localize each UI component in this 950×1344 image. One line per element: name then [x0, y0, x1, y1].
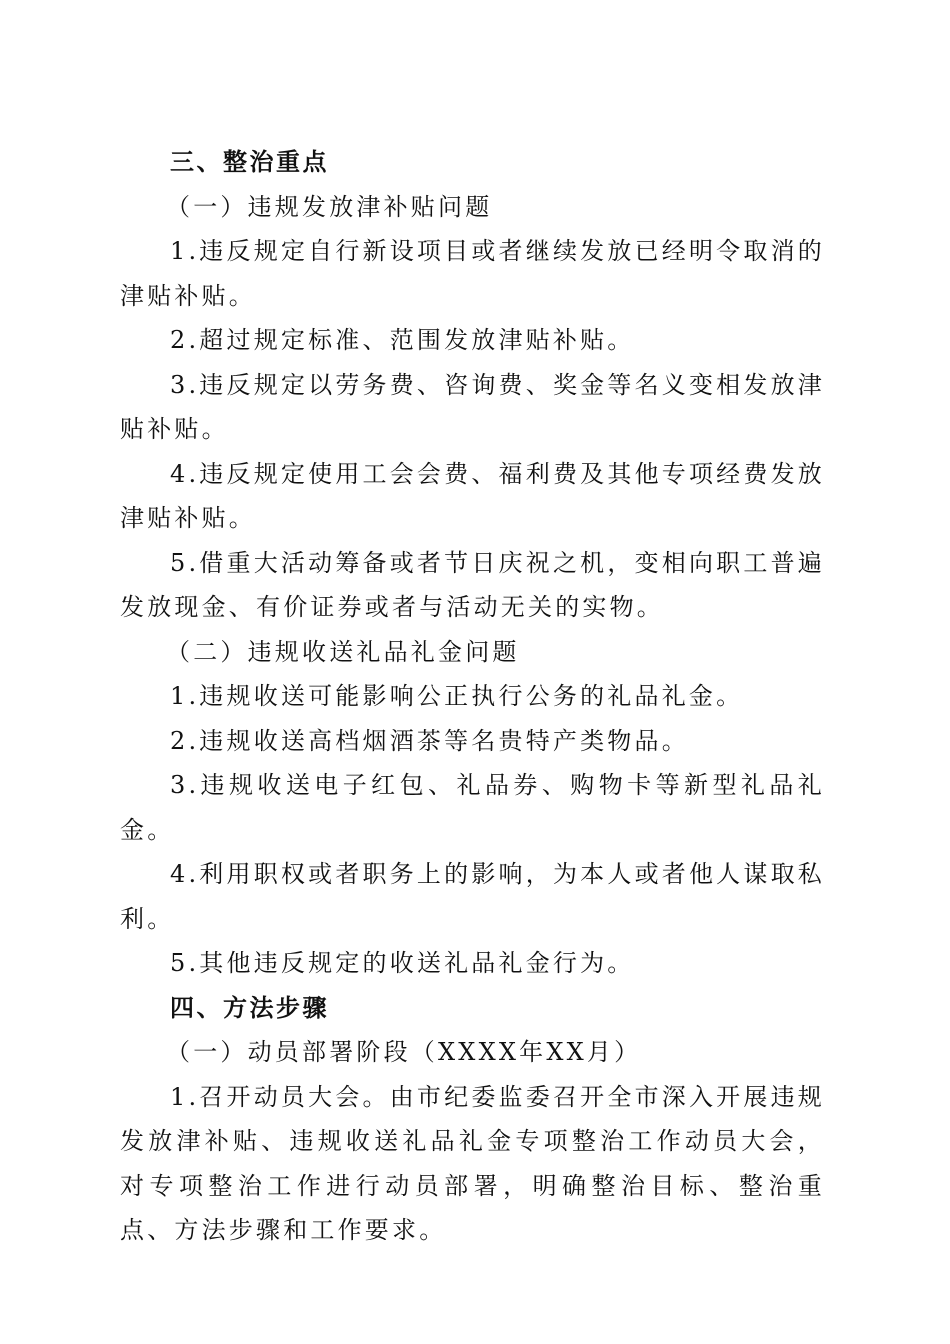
- subsection-heading-mobilization: （一）动员部署阶段（XXXX年XX月）: [166, 1038, 642, 1066]
- section-heading-steps: 四、方法步骤: [170, 993, 329, 1022]
- paragraph-item: 5.借重大活动筹备或者节日庆祝之机，变相向职工普遍发放现金、有价证券或者与活动无关的实物。: [120, 548, 825, 621]
- document-body: [120, 140, 825, 1253]
- paragraph-item: 4.违反规定使用工会会费、福利费及其他专项经费发放津贴补贴。: [120, 459, 825, 532]
- paragraph-item: 4.利用职权或者职务上的影响，为本人或者他人谋取私利。: [120, 860, 825, 933]
- paragraph-item: 1.违规收送可能影响公正执行公务的礼品礼金。: [170, 682, 744, 710]
- paragraph-item: 3.违反规定以劳务费、咨询费、奖金等名义变相发放津贴补贴。: [120, 370, 825, 443]
- paragraph-item: 2.超过规定标准、范围发放津贴补贴。: [170, 326, 635, 354]
- paragraph-item: 1.违反规定自行新设项目或者继续发放已经明令取消的津贴补贴。: [120, 237, 825, 310]
- section-heading-focus: 三、整治重点: [170, 148, 329, 176]
- subsection-heading-allowance: （一）违规发放津补贴问题: [166, 192, 493, 221]
- paragraph-item: 1.召开动员大会。由市纪委监委召开全市深入开展违规发放津补贴、违规收送礼品礼金专项整治工作动员大会，对专项整治工作进行动员部署，明确整治目标、整治重点、方法步骤和工作要求。: [120, 1082, 825, 1244]
- paragraph-item: 3.违规收送电子红包、礼品券、购物卡等新型礼品礼金。: [120, 771, 825, 844]
- paragraph-item: 2.违规收送高档烟酒茶等名贵特产类物品。: [170, 726, 689, 755]
- subsection-heading-gifts: （二）违规收送礼品礼金问题: [166, 637, 520, 666]
- paragraph-item: 5.其他违反规定的收送礼品礼金行为。: [170, 949, 635, 977]
